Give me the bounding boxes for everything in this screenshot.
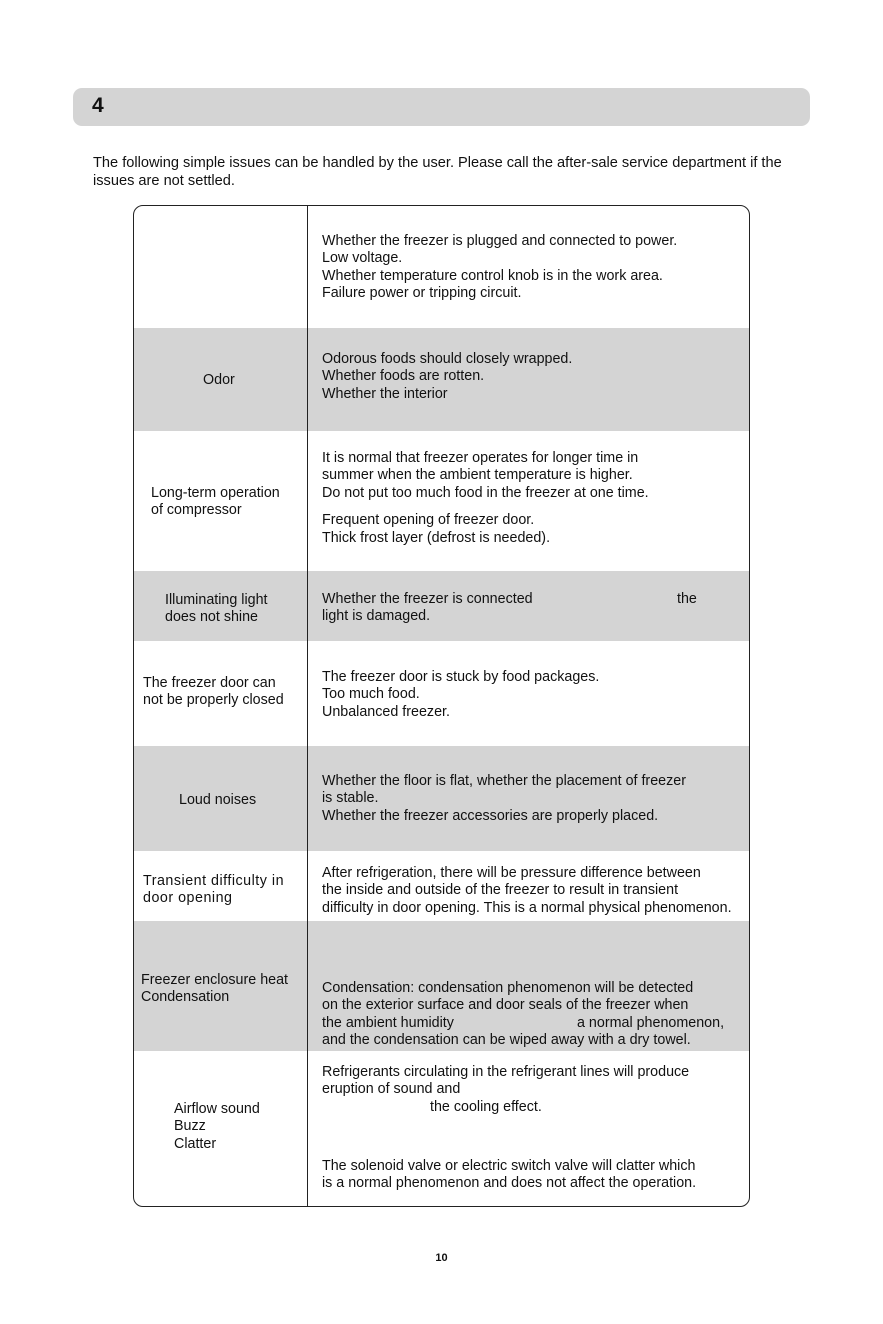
section-header-bar	[73, 88, 810, 126]
column-divider	[307, 206, 308, 1206]
cause-text: The solenoid valve or electric switch valve will clatter which is a normal phenomenon and does not affect the operation.	[322, 1158, 697, 1192]
cause-text: Condensation: condensation phenomenon will be detected on the exterior surface and door seals of the freezer when the ambient humidity and the condensation can be wiped away with a dry towel.	[322, 980, 694, 1049]
table-row	[134, 328, 749, 431]
table-row	[134, 571, 749, 641]
cause-text: Whether the freezer is plugged and connected to power. Low voltage. Whether temperature control knob is in the work area. Failure power or tripping circuit.	[322, 233, 678, 302]
cause-text: It is normal that freezer operates for longer time in summer when the ambient temperature is higher. Do not put too much food in the freezer at one time. Frequent opening of freezer door. Thick frost layer (defrost is needed).	[322, 450, 649, 546]
problem-label: Airflow sound Buzz Clatter	[174, 1101, 260, 1152]
cause-fragment: the	[677, 591, 697, 607]
cause-text: After refrigeration, there will be pressure difference between the inside and outside of the freezer to result in transient difficulty in door opening. This is a normal physical phenomenon.	[322, 865, 732, 916]
cause-text: Whether the freezer is connected light is damaged.	[322, 591, 533, 625]
problem-label: The freezer door can not be properly closed	[143, 675, 284, 709]
intro-paragraph: The following simple issues can be handled by the user. Please call the after-sale service department if the issues are not settled.	[93, 155, 782, 189]
table-row	[134, 641, 749, 746]
table-row	[134, 921, 749, 1051]
problem-label: Loud noises	[179, 792, 257, 808]
problem-label: Freezer enclosure heat Condensation	[141, 972, 289, 1006]
section-number: 4	[92, 94, 104, 117]
table-row	[134, 746, 749, 851]
page-number: 10	[435, 1252, 448, 1264]
cause-fragment: a normal phenomenon,	[577, 1014, 725, 1031]
cause-text: Odorous foods should closely wrapped. Whether foods are rotten. Whether the interior	[322, 351, 573, 402]
table-row	[134, 1051, 749, 1206]
table-row	[134, 431, 749, 571]
problem-label: Illuminating light does not shine	[165, 592, 268, 626]
problem-label: Odor	[203, 372, 235, 388]
table-row	[134, 206, 749, 328]
table-row	[134, 851, 749, 921]
cause-fragment: the cooling effect.	[430, 1099, 542, 1115]
cause-text: Refrigerants circulating in the refrigerant lines will produce eruption of sound and	[322, 1064, 690, 1098]
problem-label: Long-term operation of compressor	[151, 485, 280, 519]
troubleshooting-table	[133, 205, 750, 1207]
problem-label: Transient difficulty in door opening	[143, 873, 285, 907]
cause-text: Whether the floor is flat, whether the placement of freezer is stable. Whether the freezer accessories are properly placed.	[322, 773, 686, 824]
cause-text: The freezer door is stuck by food packages. Too much food. Unbalanced freezer.	[322, 669, 600, 720]
